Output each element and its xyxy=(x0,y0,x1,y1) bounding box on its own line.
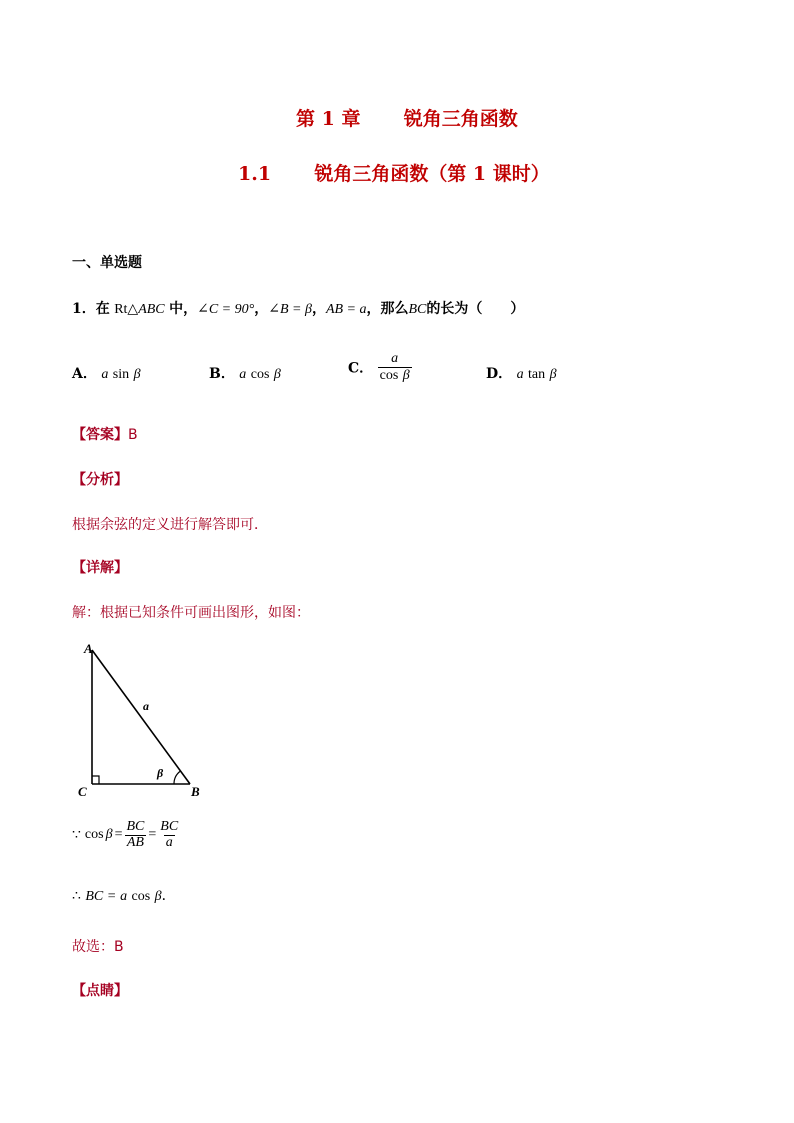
q-angle-b: ∠B = β xyxy=(268,302,312,317)
option-d[interactable] xyxy=(486,363,557,383)
question-number: 1． xyxy=(72,301,96,317)
question-type-heading: 一、单选题 xyxy=(72,255,142,271)
option-c[interactable] xyxy=(348,352,412,383)
detail-label: 【详解】 xyxy=(72,560,128,576)
option-c-den-var: β xyxy=(402,367,410,383)
option-d-var: β xyxy=(549,367,557,382)
side-a-label: a xyxy=(143,699,149,713)
comment-label: 【点睛】 xyxy=(72,983,128,999)
vertex-a-label: A xyxy=(84,641,93,656)
option-d-coef: a xyxy=(516,367,524,382)
option-a-fn: sin xyxy=(112,367,130,382)
deriv-eq-2: = xyxy=(148,827,157,843)
angle-beta-label: β xyxy=(157,766,164,780)
question-1 xyxy=(72,298,524,318)
side-ab xyxy=(92,650,190,784)
because-symbol: ∵ xyxy=(72,827,81,843)
option-c-numerator: a xyxy=(391,351,399,366)
option-a[interactable] xyxy=(72,363,141,383)
vertex-c-label: C xyxy=(78,784,87,799)
answer-line xyxy=(72,424,138,444)
q-text-zhong: 中， xyxy=(169,301,198,317)
conclusion-text: 故选：B xyxy=(72,939,124,955)
section-number: 1.1 xyxy=(238,163,272,185)
q-bc: BC xyxy=(408,302,427,317)
option-b[interactable] xyxy=(209,363,281,383)
result-eq: = xyxy=(107,889,116,904)
answer-label: 【答案】 xyxy=(72,427,128,443)
frac1-den: AB xyxy=(126,834,144,850)
triangle-figure xyxy=(70,638,220,806)
option-b-label: B． xyxy=(209,366,235,382)
result-var: β xyxy=(154,889,162,904)
q-angle-c: ∠C = 90° xyxy=(197,302,255,317)
q-ab-eq: AB = a xyxy=(325,302,367,317)
deriv-beta: β xyxy=(105,827,113,843)
answer-value: B xyxy=(128,427,138,443)
option-d-label: D． xyxy=(486,366,513,382)
q-text-len: 的长为（ ） xyxy=(426,301,525,317)
fraction-bc-a xyxy=(158,820,180,850)
option-c-label: C． xyxy=(348,360,374,377)
q-rt: Rt△ xyxy=(114,302,139,317)
result-period: ． xyxy=(161,889,176,904)
frac2-num: BC xyxy=(160,819,179,834)
analysis-label: 【分析】 xyxy=(72,472,128,488)
chapter-heading xyxy=(296,104,518,131)
analysis-text: 根据余弦的定义进行解答即可． xyxy=(72,517,268,533)
deriv-eq-1: = xyxy=(114,827,123,843)
section-title: 锐角三角函数（第 1 课时） xyxy=(314,163,550,185)
chapter-number: 第 1 章 xyxy=(296,108,361,130)
q-text-then: ，那么 xyxy=(366,301,409,317)
option-b-var: β xyxy=(273,367,281,382)
option-a-coef: a xyxy=(101,367,109,382)
q-comma-2: ， xyxy=(311,301,326,317)
option-c-fraction xyxy=(378,352,412,383)
q-comma-1: ， xyxy=(254,301,269,317)
section-heading xyxy=(238,159,550,186)
beta-arc xyxy=(174,771,181,784)
q-text-in: 在 xyxy=(95,301,110,317)
q-abc: ABC xyxy=(138,302,165,317)
result-coef: a xyxy=(120,889,128,904)
deriv-cos: cos xyxy=(84,827,104,843)
therefore-symbol: ∴ xyxy=(72,889,81,904)
cos-derivation xyxy=(72,820,180,850)
option-b-fn: cos xyxy=(250,367,270,382)
frac2-den: a xyxy=(165,834,173,850)
frac1-num: BC xyxy=(126,819,145,834)
option-d-fn: tan xyxy=(528,367,546,382)
option-a-label: A． xyxy=(72,366,97,382)
fraction-bc-ab xyxy=(124,820,146,850)
result-fn: cos xyxy=(131,889,151,904)
chapter-title: 锐角三角函数 xyxy=(403,108,518,130)
vertex-b-label: B xyxy=(191,784,200,799)
option-a-var: β xyxy=(133,367,141,382)
detail-text: 解：根据已知条件可画出图形，如图： xyxy=(72,605,310,621)
option-b-coef: a xyxy=(239,367,247,382)
right-angle-mark xyxy=(92,776,99,784)
option-c-den-fn: cos xyxy=(379,367,399,383)
result-line xyxy=(72,885,176,905)
result-lhs: BC xyxy=(85,889,104,904)
